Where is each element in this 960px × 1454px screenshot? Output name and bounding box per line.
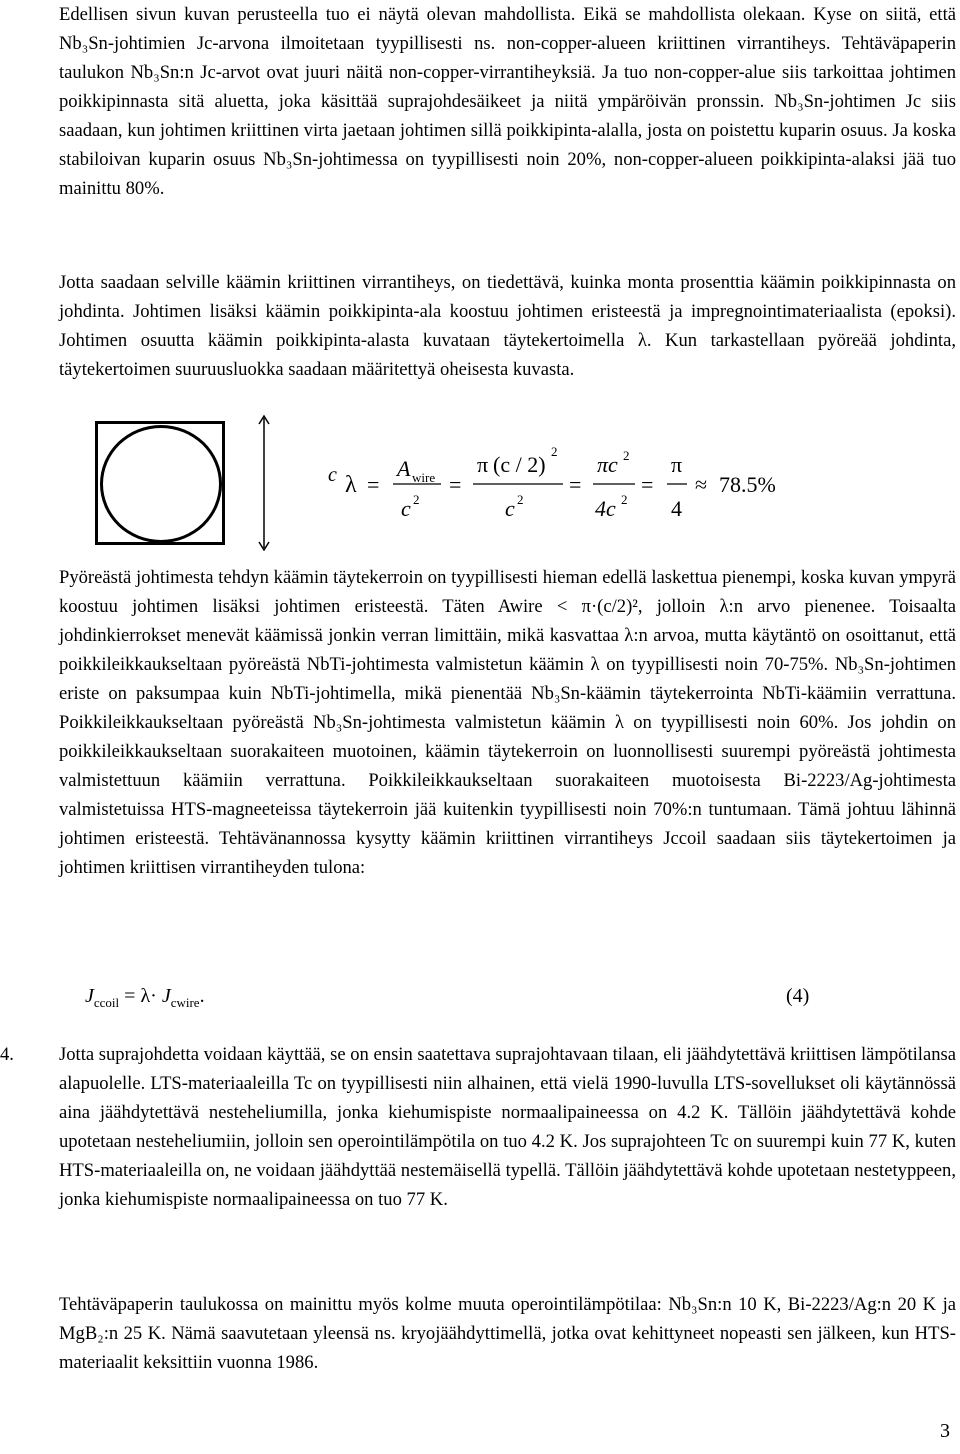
formula-approx: ≈	[695, 472, 708, 497]
fill-factor-formula	[345, 434, 795, 534]
formula-a-wire-sub: wire	[412, 470, 436, 485]
wire-circle	[100, 425, 222, 543]
square-outline	[95, 421, 225, 545]
formula-lambda: λ	[345, 472, 357, 498]
side-length-label: c	[328, 464, 337, 486]
paragraph-1-text: Edellisen sivun kuvan perusteella tuo ei näytä olevan mahdollista. Eikä se mahdollista olekaan. Kyse on siitä, että Nb₃Sn-johtimien Jc-arvona ilmoitetaan tyypillisesti ns. non-copper-alueen kriittinen virrantiheys. Tehtäväpaperin taulukon Nb₃Sn:n Jc-arvot ovat juuri näitä non-copper-virrantiheyksiä. Ja tuo non-copper-alue siis tarkoittaa johtimen poikkipinnasta sitä aluetta, joka käsittää suprajohdesäikeet ja niitä ympäröivän pronssin. Nb₃Sn-johtimen Jc siis saadaan, kun johtimen kriittinen virta jaetaan johtimen sillä poikkipinta-alalla, josta on poistettu kuparin osuus. Ja koska stabiloivan kuparin osuus Nb₃Sn-johtimessa on tyypillisesti noin 20%, non-copper-alueen poikkipinta-alaksi jää tuo mainittu 80%.	[59, 4, 956, 199]
eq4-lhs-sub: ccoil	[93, 995, 120, 1010]
paragraph-3-text: Pyöreästä johtimesta tehdyn käämin täytekerroin on tyypillisesti hieman edellä laskettua pienempi, koska kuvan ympyrä koostuu johtimen lisäksi johtimen eristeestä. Täten Awire < π·(c/2)², jolloin λ:n arvo pienenee. Toisaalta johdinkierrokset menevät käämissä jonkin verran limittäin, mikä kasvattaa λ:n arvoa, mutta käytäntö on osoittanut, että poikkileikkaukseltaan pyöreästä NbTi-johtimesta valmistetun käämin λ on tyypillisesti noin 70-75%. Nb₃Sn-johtimen eriste on paksumpaa kuin NbTi-johtimella, mikä pienentää Nb₃Sn-käämin täytekerrointa NbTi-käämiin verrattuna. Poikkileikkaukseltaan pyöreästä Nb₃Sn-johtimesta valmistetun käämin λ on tyypillisesti noin 60%. Jos johdin on poikkileikkaukseltaan suorakaiteen muotoinen, käämin täytekerroin on luonnollisesti suurempi pyöreästä johtimesta valmistettuun käämiin verrattuna. Poikkileikkaukseltaan suorakaiteen muotoisesta Bi-2223/Ag-johtimesta valmistetuissa HTS-magneeteissa täytekerroin jää kuitenkin tyypillisesti noin 70%:n tuntumaan. Tämä johtuu lähinnä johtimen eristeestä. Tehtävänannossa kysytty käämin kriittinen virrantiheys Jccoil saadaan siis täytekertoimen ja johtimen kriittisen virrantiheyden tulona:	[59, 567, 956, 878]
section-4-number: 4.	[0, 1044, 14, 1065]
paragraph-3	[59, 563, 956, 882]
double-arrow-icon	[257, 414, 271, 552]
eq4-lambda: λ	[140, 985, 151, 1007]
paragraph-5-text: Tehtäväpaperin taulukossa on mainittu myös kolme muuta operointilämpötilaa: Nb₃Sn:n 10 K, Bi-2223/Ag:n 20 K ja MgB₂:n 25 K. Nämä saavutetaan yleensä ns. kryojäähdyttimellä, jotka ovat kehittyneet nopeasti sen jälkeen, kun HTS-materiaalit keksittiin vuonna 1986.	[59, 1294, 956, 1373]
section-4-text: Jotta suprajohdetta voidaan käyttää, se on ensin saatettava suprajohtavaan tilaan, eli jäähdytettävä kriittisen lämpötilansa alapuolelle. LTS-materiaaleilla Tc on tyypillisesti niin alhainen, että vielä 1990-luvulla LTS-sovellukset oli käytännössä aina jäähdytettävä nesteheliumilla, jonka kiehumispiste normaalipaineessa on 4.2 K. Tällöin jäähdytettävä kohde upotetaan nesteheliumiin, jolloin sen operointilämpötila on tuo 4.2 K. Jos suprajohteen Tc on suurempi kuin 77 K, kuten HTS-materiaaleilla on, ne voidaan jäähdyttää nestemäisellä typellä. Tällöin jäähdytettävä kohde upotetaan nestetyppeen, jonka kiehumispiste normaalipaineessa on tuo 77 K.	[59, 1044, 956, 1210]
section-4	[0, 1040, 956, 1214]
eq4-rhs-sub: cwire	[170, 995, 200, 1010]
equation-number: (4)	[786, 985, 810, 1007]
formula-result: 78.5%	[719, 472, 776, 497]
formula-pi-2: π	[671, 452, 683, 477]
formula-a-wire: A	[397, 456, 411, 481]
eq4-eq: =	[124, 985, 136, 1007]
formula-eq-1: =	[367, 472, 380, 497]
formula-4c2: 4c	[595, 496, 616, 521]
eq4-rhs: J	[161, 985, 171, 1007]
eq4-lhs: J	[85, 985, 94, 1007]
formula-denom-c-1: c	[401, 496, 411, 521]
formula-pi-1: π	[477, 452, 489, 477]
fill-factor-figure	[95, 414, 795, 554]
eq4-period: .	[199, 985, 205, 1007]
formula-denom-sup-1: 2	[413, 492, 420, 507]
formula-c-over-2: (c / 2)	[493, 452, 546, 477]
page-number: 3	[940, 1420, 950, 1442]
formula-sup-2a: 2	[551, 444, 558, 459]
equation-4	[85, 985, 205, 1011]
eq4-dot: ·	[150, 985, 157, 1007]
formula-eq-4: =	[641, 472, 654, 497]
paragraph-5	[59, 1290, 956, 1377]
formula-denom-sup-2: 2	[517, 492, 524, 507]
formula-four: 4	[671, 496, 682, 521]
formula-sup-2b: 2	[623, 448, 630, 463]
formula-sup-2c: 2	[621, 492, 628, 507]
paragraph-2	[59, 268, 956, 384]
formula-denom-c-2: c	[505, 496, 515, 521]
paragraph-1	[59, 0, 956, 203]
formula-eq-3: =	[569, 472, 582, 497]
formula-pi-c2: πc	[597, 452, 618, 477]
formula-eq-2: =	[449, 472, 462, 497]
paragraph-2-text: Jotta saadaan selville käämin kriittinen virrantiheys, on tiedettävä, kuinka monta prosenttia käämin poikkipinnasta on johdinta. Johtimen lisäksi käämin poikkipinta-ala koostuu johtimen eristeestä ja impregnointimateriaalista (epoksi). Johtimen osuutta käämin poikkipinta-alasta kuvataan täytekertoimella λ. Kun tarkastellaan pyöreää johdinta, täytekertoimen suuruusluokka saadaan määritettyä oheisesta kuvasta.	[59, 272, 956, 380]
